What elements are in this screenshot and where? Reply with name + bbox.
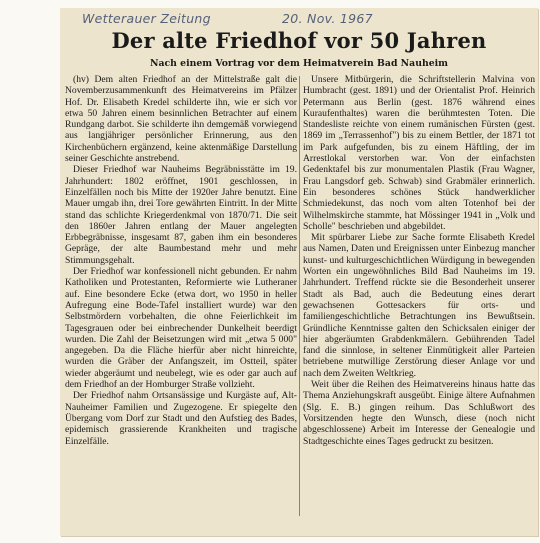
paragraph: Dieser Friedhof war Nauheims Begräbnisstätte im 19. Jahrhundert: 1802 eröffnet, 1901 geschlossen, in Einzelfällen noch bis Mitte der 1920er Jahre benutzt. Eine Mauer umgab ihn, drei Tore gewährten Eintritt. In der Mitte stand das schlichte Kriegerdenkmal von 1870/71. Die seit den 1860er Jahren entlang der Mauer angelegten Erbbegräbnisse, insgesamt 87, gaben ihm ein besonderes Gepräge, der alte Baumbestand mehr und mehr Stimmungsgehalt. bbox=[65, 164, 297, 266]
article-column-right bbox=[303, 74, 535, 447]
paragraph: Mit spürbarer Liebe zur Sache formte Elisabeth Kredel aus Namen, Daten und Ereignissen unter Einbezug mancher kunst- und kulturgeschichtlichen Würdigung in bewegenden Worten ein ungewöhnliches Bild Bad Nauheims im 19. Jahrhundert. Treffend rückte sie die Besonderheit unserer Stadt als Bad, auch die Bedeutung eines derart gewachsenen Gottesackers für orts- und familiengeschichtliche Betrachtungen ins Bewußtsein. Gründliche Kenntnisse galten den Schicksalen einiger der hier abgeräumten Grabdenkmälern. Gebührenden Tadel fand die sinnlose, in seltener Einmütigkeit aller Parteien betriebene mutwillige Zerstörung dieser Anlage vor und nach dem Zweiten Weltkrieg. bbox=[303, 232, 535, 379]
article-column-left bbox=[65, 74, 297, 447]
paragraph: Der Friedhof nahm Ortsansässige und Kurgäste auf, Alt-Nauheimer Familien und Zugezogene. Er spiegelte den Übergang vom Dorf zur Stadt und den Aufstieg des Bades, epidemisch grassierende Krankheiten und tragische Einzelfälle. bbox=[65, 390, 297, 447]
article-headline: Der alte Friedhof vor 50 Jahren bbox=[111, 28, 487, 53]
handwritten-date: 20. Nov. 1967 bbox=[282, 11, 373, 26]
paragraph: (hv) Dem alten Friedhof an der Mittelstraße galt die Novemberzusammenkunft des Heimatvereins im Pfälzer Hof. Dr. Elisabeth Kredel schilderte ihn, wie er sich vor etwa 50 Jahren einem besinnlichen Betrachter auf einem Rundgang darbot. Sie schilderte ihn demgemäß vorwiegend aus langjähriger persönlicher Erinnerung, aus den Kirchenbüchern ergänzend, keine aktenmäßige Darstellung seiner Geschichte anstrebend. bbox=[65, 74, 297, 165]
paragraph: Weit über die Reihen des Heimatvereins hinaus hatte das Thema Anziehungskraft ausgeübt. Einige ältere Aufnahmen (Slg. E. B.) gingen reihum. Das Schlußwort des Vorsitzenden hegte den Wunsch, diese (noch nicht abgeschlossene) Arbeit im Interesse der Genealogie und Stadtgeschichte eines Tages gedruckt zu besitzen. bbox=[303, 379, 535, 447]
article-subheadline: Nach einem Vortrag vor dem Heimatverein Bad Nauheim bbox=[150, 58, 448, 69]
handwritten-source: Wetterauer Zeitung bbox=[82, 11, 211, 26]
column-divider bbox=[299, 76, 300, 516]
newspaper-clipping bbox=[60, 8, 538, 536]
paragraph: Der Friedhof war konfessionell nicht gebunden. Er nahm Katholiken und Protestanten, Reformierte wie Lutheraner auf. Eine besondere Ecke (etwa dort, wo 1950 in heller Aufregung eine Bode-Tafel installiert wurde) war den Selbstmördern vorbehalten, die ohne Feierlichkeit im Tagesgrauen oder bei einbrechender Dunkelheit beerdigt wurden. Die Zahl der Beisetzungen wird mit „etwa 5 000" angegeben. Da die Fläche hierfür aber nicht hinreichte, wurden die Gräber der Anfangszeit, im Ostteil, später wieder abgeräumt und neubelegt, wie es oder gar auch auf dem Friedhof an der Homburger Straße vollzieht. bbox=[65, 266, 297, 391]
paragraph: Unsere Mitbürgerin, die Schriftstellerin Malvina von Humbracht (gest. 1891) und der Orientalist Prof. Heinrich Petermann aus Berlin (gest. 1876 während eines Kuraufenthaltes) waren die berühmtesten Toten. Die Standesliste reichte von einem rumänischen Fürsten (gest. 1869 im „Terrassenhof") bis zu einem Bettler, der 1871 tot im Park aufgefunden, bis zu einem Häftling, der im Arrestlokal verstorben war. Von der einfachsten Gedenktafel bis zur monumentalen Plastik (Frau Wagner, Frau Langsdorf geb. Schwab) sind Grabmäler erinnerlich. Ein besonderes schönes Stück handwerklicher Schmiedekunst, das noch vom alten Totenhof bei der Wilhelmskirche stammte, hat Mössinger 1941 in „Volk und Scholle" beschrieben und abgebildet. bbox=[303, 74, 535, 232]
